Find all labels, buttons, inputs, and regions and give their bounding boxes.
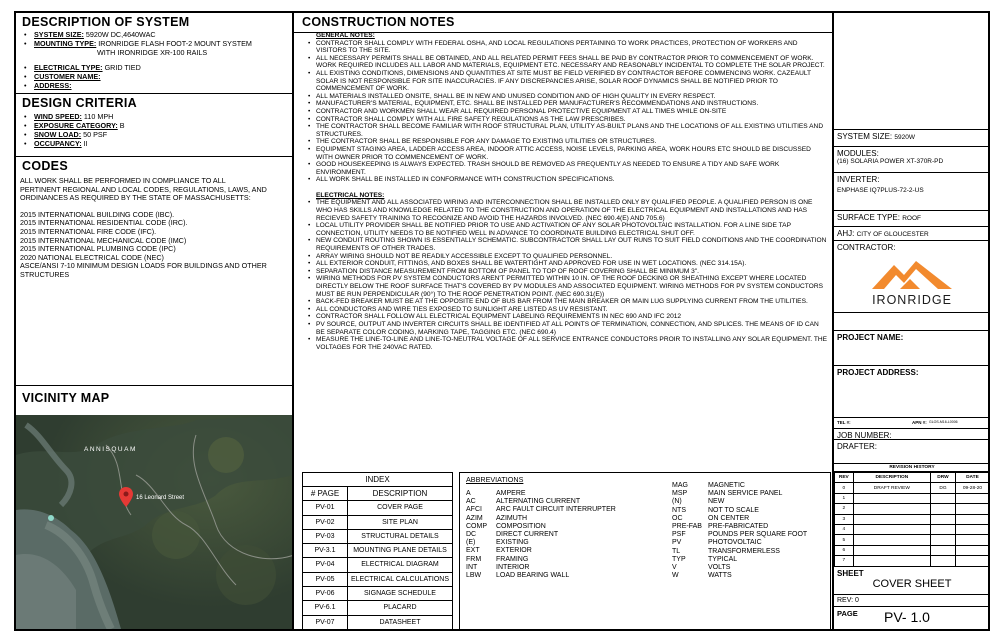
revision-cell (853, 556, 931, 566)
abbreviation-value: FRAMING (496, 555, 529, 563)
electrical-note: • SEPARATION DISTANCE MEASUREMENT FROM BOTTOM OF PANEL TO TOP OF ROOF COVERING SHALL BE MINIMUM 3". (308, 268, 828, 276)
abbreviation-row (672, 572, 807, 580)
description-item (16, 72, 292, 81)
abbreviation-row (466, 498, 616, 506)
revision-header: DATE (955, 473, 989, 483)
left-column (16, 13, 294, 629)
index-row (303, 616, 452, 630)
codes-line: 2015 INTERNATIONAL BUILDING CODE (IBC). (20, 209, 175, 219)
design-key: OCCUPANCY: (34, 139, 82, 148)
revision-row (835, 545, 990, 555)
abbreviation-key: NTS (672, 506, 686, 514)
revision-cell (853, 493, 931, 503)
index-row (303, 501, 452, 515)
index-page: PV-3.1 (303, 544, 348, 557)
abbreviation-value: NOT TO SCALE (708, 506, 759, 514)
revision-cell: 7 (835, 556, 854, 566)
design-key: SNOW LOAD: (34, 130, 82, 139)
design-key: WIND SPEED: (34, 112, 82, 121)
design-item (16, 112, 292, 121)
tb-surface-type: SURFACE TYPE: ROOF (834, 211, 990, 227)
description-item (16, 81, 292, 90)
index-row (303, 558, 452, 572)
index-page: PV-07 (303, 616, 348, 630)
abbreviation-value: AMPERE (496, 490, 526, 497)
abbreviation-key: PSF (672, 531, 686, 539)
abbreviation-key: MAG (672, 482, 688, 489)
abbreviation-row (466, 531, 616, 539)
abbreviation-row (466, 564, 616, 572)
revision-cell: 1 (835, 493, 854, 503)
revision-cell (931, 504, 956, 514)
codes-line: 2015 INTERNATIONAL PLUMBING CODE (IPC) (20, 244, 176, 254)
abbreviation-value: COMPOSITION (496, 522, 546, 530)
abbreviation-key: INT (466, 563, 478, 571)
revision-cell: 2 (835, 504, 854, 514)
abbreviation-row (466, 547, 616, 555)
abbreviation-key: V (672, 564, 677, 572)
electrical-note: • NEW CONDUIT ROUTING SHOWN IS ESSENTIALLY SCHEMATIC. SUBCONTRACTOR SHALL LAY OUT RUNS TO SUIT FIELD CONDITIONS AND THE COORDINATION REQUIREMENTS OF OTHER TRADES. (308, 237, 828, 252)
general-note: • CONTRACTOR SHALL COMPLY WITH FEDERAL OSHA, AND LOCAL REGULATIONS PERTAINING TO WORK PRACTICES, PROTECTION OF WORKERS AND VISITORS TO THE SITE. (308, 40, 828, 55)
index-row (303, 587, 452, 601)
abbreviation-key: MSP (672, 490, 688, 498)
abbreviation-key: DC (466, 531, 477, 539)
abbreviation-row (466, 490, 616, 498)
revision-cell (955, 524, 989, 534)
abbreviation-key: (E) (466, 539, 476, 547)
index-description: COVER PAGE (377, 504, 423, 512)
sheet-value: COVER SHEET (872, 578, 952, 590)
satellite-map-image (16, 415, 292, 629)
tb-inverter: INVERTER: ENPHASE IQ7PLUS-72-2-US (834, 173, 990, 211)
abbreviation-row (466, 556, 616, 564)
codes-line: PERTINENT REGIONAL AND LOCAL CODES, REGULATIONS, LAWS, AND (20, 184, 267, 194)
abbreviation-value: NEW (708, 498, 725, 506)
general-note: • CONTRACTOR SHALL COMPLY WITH ALL FIRE SAFETY REGULATIONS AS THE LAW PRESCRIBES. (308, 116, 828, 124)
abbreviation-value: TYPICAL (708, 555, 738, 563)
revision-cell (931, 545, 956, 555)
revision-history-title: REVISION HISTORY (834, 464, 990, 472)
index-description: SIGNAGE SCHEDULE (364, 590, 436, 598)
vicinity-map[interactable] (16, 415, 292, 629)
index-page: PV-04 (303, 558, 348, 571)
electrical-note: • ALL CONDUCTORS AND WIRE TIES EXPOSED TO SUNLIGHT ARE LISTED AS UV RESISTANT. (308, 306, 828, 314)
tb-sheet: SHEET COVER SHEET (834, 567, 990, 595)
revision-row (835, 535, 990, 545)
design-value: 110 MPH (83, 112, 114, 121)
general-note: • CONTRACTOR AND WORKMEN SHALL WEAR ALL REQUIRED PERSONAL PROTECTIVE EQUIPMENT AT ALL TIMES WHILE ON-SITE (308, 108, 828, 116)
abbreviation-value: PRE-FABRICATED (708, 523, 769, 531)
revision-cell: DG (931, 483, 956, 493)
electrical-notes-title: ELECTRICAL NOTES: (316, 191, 385, 199)
electrical-notes-list (308, 199, 828, 351)
general-note: • EQUIPMENT STAGING AREA, LADDER ACCESS AREA, INDOOR ATTIC ACCESS, NOISE LEVELS, PARKING AREA, WORK HOURS ETC SHOULD BE DISCUSSED WITH OWNER PRIOR TO COMMENCEMENT OF WORK. (308, 146, 828, 161)
abbreviation-key: TYP (672, 555, 686, 563)
design-item (16, 139, 292, 148)
electrical-note: • WIRING METHODS FOR PV SYSTEM CONDUCTORS AREN'T PERMITTED WITHIN 10 IN. OF THE ROOF DECKING OR SHEATHING EXCEPT WHERE LOCATED DIRECTLY BELOW THE ROOF SURFACE THAT'S COVERED BY PV MODULES AND ASSOCIATED EQUIPMENT. WIRING METHODS FOR PV SYSTEM CONDUCTORS MUST BE RUN PERPENDICULAR (90°) TO THE ROOF PENETRATION POINT. (NEC 690.31(E)) (308, 275, 828, 298)
codes-line: 2015 INTERNATIONAL MECHANICAL CODE (IMC) (20, 235, 187, 245)
title-block (834, 13, 990, 629)
revision-cell (853, 524, 931, 534)
abbreviation-key: OC (672, 514, 683, 522)
ironridge-logo (834, 255, 990, 313)
revision-cell (853, 545, 931, 555)
description-key: ADDRESS: (34, 81, 72, 90)
tb-page: PAGE PV- 1.0 (837, 609, 930, 625)
abbreviation-row (466, 523, 616, 531)
abbreviation-value: MAIN SERVICE PANEL (708, 490, 783, 498)
abbreviation-key: PRE-FAB (672, 523, 702, 531)
tb-drafter: DRAFTER: (834, 440, 990, 464)
design-value: II (83, 139, 88, 148)
abbreviation-row (672, 507, 807, 515)
general-note: • GOOD HOUSEKEEPING IS ALWAYS EXPECTED. TRASH SHOULD BE REMOVED AS FREQUENTLY AS NEEDED TO ENSURE A TIDY AND SAFE WORK ENVIRONMENT. (308, 161, 828, 176)
general-notes-list (308, 40, 828, 184)
page-value: PV- 1.0 (884, 609, 930, 625)
index-description: PLACARD (383, 604, 417, 612)
abbreviation-key: A (466, 490, 471, 497)
abbreviations-box (459, 472, 831, 630)
electrical-note: • BACK-FED BREAKER MUST BE AT THE OPPOSITE END OF BUS BAR FROM THE MAIN BREAKER OR MAIN LUG SUPPLYING CURRENT FROM THE UTILITIES. (308, 298, 828, 306)
description-item (16, 39, 292, 57)
general-note: • ALL MATERIALS INSTALLED ONSITE, SHALL BE IN NEW AND UNUSED CONDITION AND OF HIGH QUALITY IN EVERY RESPECT. (308, 93, 828, 101)
codes-line: ALL WORK SHALL BE PERFORMED IN COMPLIANCE TO ALL (20, 176, 226, 185)
index-title: INDEX (303, 473, 452, 487)
index-row (303, 573, 452, 587)
electrical-note: • LOCAL UTILITY PROVIDER SHALL BE NOTIFIED PRIOR TO USE AND ACTIVATION OF ANY SOLAR PHOTOVOLTAIC INSTALLATION. FOR A LINE SIDE TAP CONNECTION, UTILITY NEEDS TO BE NOTIFIED WELL IN ADVANCE TO COORDINATE BUILDING ELECTRICAL SHUT OFF. (308, 222, 828, 237)
revision-header: DESCRIPTION (853, 473, 931, 483)
construction-notes-title: CONSTRUCTION NOTES (302, 15, 455, 29)
abbreviation-key: (N) (672, 498, 682, 506)
design-title: DESIGN CRITERIA (22, 96, 137, 110)
abbreviation-value: ON CENTER (708, 514, 750, 522)
revision-row (835, 504, 990, 514)
index-row (303, 544, 452, 558)
vicinity-title: VICINITY MAP (22, 391, 110, 405)
index-page: PV-06 (303, 587, 348, 600)
index-description: SITE PLAN (382, 518, 418, 526)
description-key: CUSTOMER NAME: (34, 72, 101, 81)
abbreviation-row (672, 556, 807, 564)
abbreviation-row (672, 498, 807, 506)
description-value: GRID TIED (104, 63, 141, 72)
description-list (16, 30, 292, 90)
electrical-note: • ALL EXTERIOR CONDUIT, FITTINGS, AND BOXES SHALL BE WATERTIGHT AND APPROVED FOR USE IN WET LOCATIONS. (NEC 314.15A). (308, 260, 828, 268)
codes-line: ASCE/ANSI 7-10 MINIMUM DESIGN LOADS FOR BUILDINGS AND OTHER (20, 261, 267, 271)
abbreviation-key: TL (672, 547, 681, 555)
revision-cell: 0 (835, 483, 854, 493)
revision-cell (931, 493, 956, 503)
revision-cell: 6 (835, 545, 854, 555)
revision-cell (931, 535, 956, 545)
index-table (302, 472, 453, 631)
codes-text (16, 175, 292, 282)
map-place-label: ANNISQUAM (84, 446, 137, 453)
general-note: • THE CONTRACTOR SHALL BECOME FAMILIAR WITH ROOF STRUCTURAL PLAN, UTILITY AS-BUILT PLANS AND THE LOCATIONS OF ALL EXISTING UTILITIES AND STRUCTURES. (308, 123, 828, 138)
abbreviation-value: DIRECT CURRENT (496, 531, 559, 539)
revision-row (835, 524, 990, 534)
revision-cell (955, 493, 989, 503)
index-description: ELECTRICAL DIAGRAM (361, 561, 439, 569)
description-value: 5920W DC,4640WAC (85, 30, 156, 39)
design-key: EXPOSURE CATEGORY: (34, 121, 118, 130)
tb-system-size: SYSTEM SIZE: 5920W (834, 129, 990, 147)
ironridge-logo-mark-icon (834, 255, 990, 295)
abbreviations-title: ABBREVIATIONS (466, 475, 524, 484)
revision-cell (931, 514, 956, 524)
tb-project-name: PROJECT NAME: (834, 330, 990, 366)
abbreviation-value: POUNDS PER SQUARE FOOT (708, 531, 808, 539)
revision-row (835, 556, 990, 566)
revision-cell: DRAFT REVIEW (853, 483, 931, 493)
revision-cell: 5 (835, 535, 854, 545)
revision-history (834, 464, 990, 567)
tb-contractor: CONTRACTOR: (837, 243, 896, 252)
codes-line: ORDINANCES AS REQUIRED BY THE STATE OF MASSACHUSETTS: (20, 193, 251, 203)
revision-cell: 09-28-20 (955, 483, 989, 493)
abbreviation-value: ALTERNATING CURRENT (496, 498, 581, 506)
electrical-note: • PV SOURCE, OUTPUT AND INVERTER CIRCUITS SHALL BE IDENTIFIED AT ALL POINTS OF TERMINATION, CONNECTION, AND SPLICES. THE MEANS OF ID CAN BE SEPARATE COLOR CODING, MARKING TAPE, TAGGING ETC. (NEC 690.4) (308, 321, 828, 336)
codes-line: 2015 INTERNATIONAL FIRE CODE (IFC). (20, 226, 157, 236)
abbreviation-row (466, 572, 616, 580)
abbreviation-value: EXTERIOR (496, 547, 532, 555)
abbreviation-key: LBW (466, 572, 482, 580)
codes-line: 2015 INTERNATIONAL RESIDENTIAL CODE (IRC). (20, 218, 188, 228)
index-col-description: DESCRIPTION (372, 489, 428, 498)
revision-cell: 3 (835, 514, 854, 524)
description-key: MOUNTING TYPE: (34, 39, 97, 48)
index-description: STRUCTURAL DETAILS (361, 532, 439, 540)
design-value: B (119, 121, 125, 130)
abbreviation-key: AC (466, 498, 476, 506)
description-key: SYSTEM SIZE: (34, 30, 84, 39)
description-item (16, 30, 292, 39)
index-page: PV-03 (303, 530, 348, 543)
abbreviation-row (466, 515, 616, 523)
electrical-note: • THE EQUIPMENT AND ALL ASSOCIATED WIRING AND INTERCONNECTION SHALL BE INSTALLED ONLY BY QUALIFIED PEOPLE. A QUALIFIED PERSON IS ONE WHO HAS SKILLS AND KNOWLEDGE RELATED TO THE CONSTRUCTION AND OPERATION OF THE ELECTRICAL EQUIPMENT AND INSTALLATIONS AND HAS RECIEVED SAFETY TRAINING TO RECOGNIZE AND AVOID THE HAZARDS INVOLVED. (NEC 690.4(E) AND 705.6) (308, 199, 828, 222)
index-row (303, 601, 452, 615)
revision-cell (853, 514, 931, 524)
tb-modules: MODULES: (16) SOLARIA POWER XT-370R-PD (834, 147, 990, 173)
abbreviation-value: AZIMUTH (496, 514, 528, 522)
revision-cell: 4 (835, 524, 854, 534)
revision-cell (955, 545, 989, 555)
codes-title: CODES (22, 159, 68, 173)
design-value: 50 PSF (83, 130, 108, 139)
abbreviation-key: COMP (466, 522, 487, 530)
index-page: PV-01 (303, 501, 348, 514)
logo-text: IRONRIDGE (872, 293, 952, 307)
general-note: • ALL NECESSARY PERMITS SHALL BE OBTAINED, AND ALL RELATED PERMIT FEES SHALL BE PAID BY CONTRACTOR PRIOR TO COMMENCEMENT OF WORK. WORK REQUIRED INCLUDES ALL LABOR AND MATERIALS, EQUIPMENT ETC. NECESSARY AND REASONABLY INCIDENTAL TO COMPLETE THE SOLAR PROJECT. (308, 55, 828, 70)
general-notes-title: GENERAL NOTES: (316, 32, 375, 39)
construction-notes (308, 32, 828, 351)
design-item (16, 130, 292, 139)
description-item (16, 63, 292, 72)
revision-cell (955, 535, 989, 545)
description-title: DESCRIPTION OF SYSTEM (22, 15, 190, 29)
abbreviation-value: ARC FAULT CIRCUIT INTERRUPTER (496, 506, 616, 514)
index-description: MOUNTING PLANE DETAILS (353, 547, 447, 555)
revision-cell (955, 514, 989, 524)
general-note: • THE CONTRACTOR SHALL BE RESPONSIBLE FOR ANY DAMAGE TO EXISTING UTILITIES OR STRUCTURES. (308, 138, 828, 146)
abbreviation-row (672, 548, 807, 556)
abbreviation-key: EXT (466, 547, 480, 555)
index-header-row (303, 487, 452, 501)
revision-row (835, 493, 990, 503)
description-value: IRONRIDGE FLASH FOOT-2 MOUNT SYSTEM (98, 39, 252, 48)
abbreviation-row (672, 490, 807, 498)
abbreviation-value: WATTS (708, 572, 732, 580)
general-note: • MANUFACTURER'S MATERIAL, EQUIPMENT, ETC. SHALL BE INSTALLED PER MANUFACTURER'S RECOMMENDATIONS AND INSTRUCTIONS. (308, 100, 828, 108)
abbreviation-row (672, 564, 807, 572)
tb-ahj: AHJ: CITY OF GLOUCESTER (834, 227, 990, 241)
index-col-page: # PAGE (303, 487, 348, 500)
abbreviation-row (672, 531, 807, 539)
revision-cell (955, 556, 989, 566)
revision-cell (853, 504, 931, 514)
description-value: WITH IRONRIDGE XR-100 RAILS (97, 48, 208, 57)
abbreviations-left (466, 490, 616, 580)
abbreviation-value: TRANSFORMERLESS (708, 547, 780, 555)
abbreviation-value: PHOTOVOLTAIC (708, 539, 762, 547)
abbreviation-key: PV (672, 539, 682, 547)
tb-project-address: PROJECT ADDRESS: (834, 366, 990, 418)
revision-table (834, 472, 990, 567)
electrical-note: • ARRAY WIRING SHOULD NOT BE READILY ACCESSIBLE EXCEPT TO QUALIFIED PERSONNEL. (308, 253, 828, 261)
revision-cell (955, 504, 989, 514)
abbreviation-key: AFCI (466, 506, 482, 514)
design-list (16, 112, 292, 148)
revision-header: REV (835, 473, 854, 483)
abbreviation-key: W (672, 572, 679, 580)
tb-tel-apn: TEL #: APN #: GLOS-M16-L0006 (837, 420, 958, 425)
abbreviation-row (672, 515, 807, 523)
general-note: • ALL WORK SHALL BE INSTALLED IN CONFORMANCE WITH CONSTRUCTION SPECIFICATIONS. (308, 176, 828, 184)
abbreviation-value: LOAD BEARING WALL (496, 572, 570, 580)
tb-rev: REV: 0 (834, 595, 990, 607)
electrical-note: • MEASURE THE LINE-TO-LINE AND LINE-TO-NEUTRAL VOLTAGE OF ALL SERVICE ENTRANCE CONDUCTORS PROIR TO INSTALLING ANY SOLAR EQUIPMENT. THE VOLTAGES FOR THE 240VAC RATED. (308, 336, 828, 351)
revision-header: DRW (931, 473, 956, 483)
middle-column (294, 13, 834, 629)
revision-row (835, 483, 990, 493)
codes-line: 2020 NATIONAL ELECTRICAL CODE (NEC) (20, 252, 164, 262)
abbreviation-row (466, 506, 616, 514)
abbreviation-value: MAGNETIC (708, 482, 745, 489)
revision-cell (853, 535, 931, 545)
index-page: PV-02 (303, 516, 348, 529)
revision-cell (931, 524, 956, 534)
index-row (303, 516, 452, 530)
abbreviation-value: INTERIOR (496, 563, 530, 571)
abbreviations-right (672, 482, 807, 580)
design-item (16, 121, 292, 130)
index-description: ELECTRICAL CALCULATIONS (350, 575, 450, 583)
map-pin-label: 16 Leonard Street (136, 495, 185, 501)
abbreviation-value: VOLTS (708, 564, 731, 572)
index-rows (303, 501, 452, 630)
index-page: PV-05 (303, 573, 348, 586)
abbreviation-key: AZIM (466, 514, 483, 522)
drawing-sheet (14, 11, 990, 631)
abbreviation-key: FRM (466, 555, 482, 563)
revision-row (835, 514, 990, 524)
abbreviation-row (672, 539, 807, 547)
general-note: • ALL EXISTING CONDITIONS, DIMENSIONS AND QUANTITIES AT SITE MUST BE FIELD VERIFIED BY CONTRACTOR BEFORE COMMENCING WORK. CAZEAULT SOLAR IS NOT RESPONSIBLE FOR SITE INACCURACIES. IF ANY DISCREPANCIES ARISE, SOLAR ROOF DYNAMICS SHALL BE NOTIFIED PRIOR TO COMMENCEMENT OF WORK. (308, 70, 828, 93)
electrical-note: • CONTRACTOR SHALL FOLLOW ALL ELECTRICAL EQUIPMENT LABELING REQUIREMENTS IN NEC 690 AND IFC 2012 (308, 313, 828, 321)
abbreviation-row (672, 523, 807, 531)
abbreviation-row (466, 539, 616, 547)
revision-cell (931, 556, 956, 566)
abbreviation-row (672, 482, 807, 490)
abbreviation-value: EXISTING (496, 539, 529, 547)
codes-line: STRUCTURES (20, 269, 70, 279)
index-page: PV-6.1 (303, 601, 348, 614)
index-description: DATASHEET (379, 618, 421, 626)
tb-job-number: JOB NUMBER: (834, 428, 990, 440)
description-key: ELECTRICAL TYPE: (34, 63, 103, 72)
index-row (303, 530, 452, 544)
